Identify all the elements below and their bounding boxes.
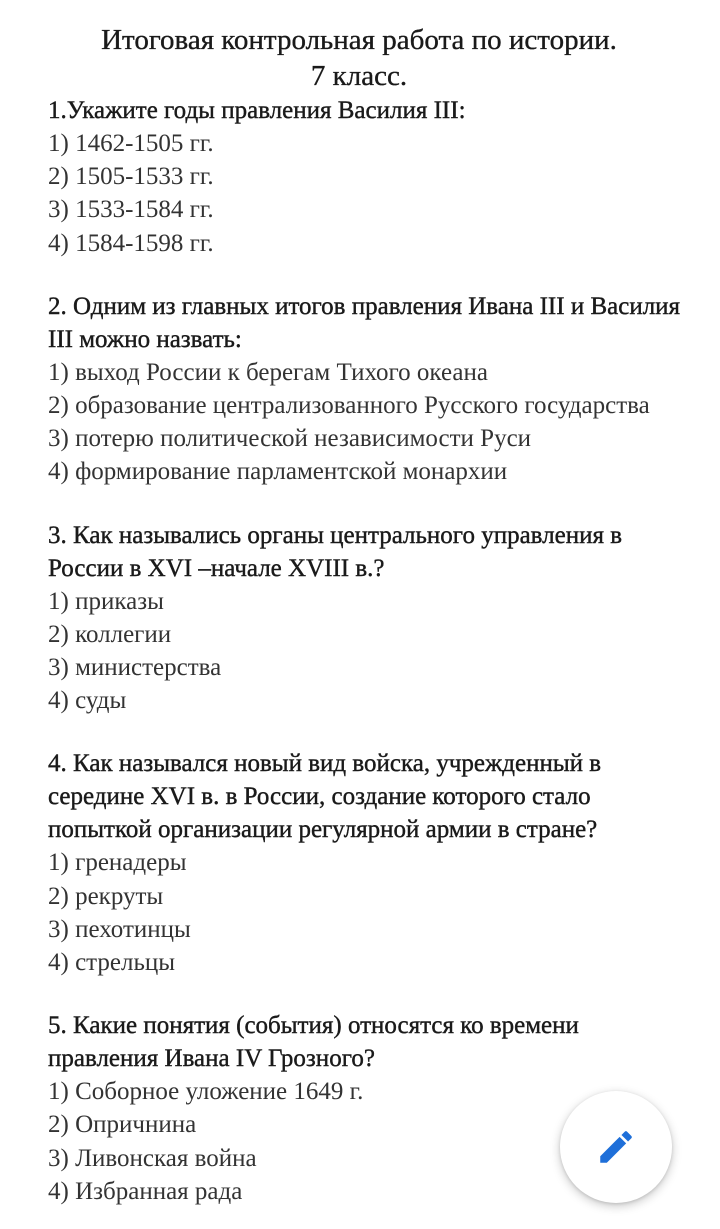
question-4	[48, 747, 688, 979]
answer-option: 3) потерю политической независимости Руси	[48, 425, 532, 453]
answer-options	[48, 356, 688, 489]
spacer	[48, 260, 688, 290]
question-text: 4. Как назывался новый вид войска, учрежденный в середине XVI в. в России, создание которого стало попыткой организации регулярной армии в стране?	[48, 750, 602, 844]
answer-option: 3) 1533-1584 гг.	[48, 196, 214, 224]
answer-option: 4) 1584-1598 гг.	[48, 229, 214, 257]
answer-option: 2) коллегии	[48, 620, 172, 648]
answer-option: 4) суды	[48, 687, 127, 715]
answer-option: 2) 1505-1533 гг.	[48, 163, 214, 191]
answer-option: 2) образование централизованного Русского государства	[48, 392, 650, 420]
question-text: 2. Одним из главных итогов правления Ивана III и Василия III можно назвать:	[48, 292, 681, 353]
question-text: 3. Как назывались органы центрального управления в России в XVI –начале XVIII в.?	[48, 521, 623, 582]
answer-option: 2) Опричнина	[48, 1111, 197, 1139]
spacer	[48, 717, 688, 747]
answer-option: 3) пехотинцы	[48, 915, 191, 943]
answer-option: 3) министерства	[48, 654, 222, 682]
title-line-1: Итоговая контрольная работа по истории.	[101, 24, 617, 56]
answer-option: 1) Соборное уложение 1649 г.	[48, 1078, 364, 1106]
question-2	[48, 290, 688, 489]
question-1	[48, 94, 688, 260]
answer-options	[48, 846, 688, 979]
document-page	[48, 22, 688, 1208]
page-title	[34, 22, 684, 94]
answer-options	[48, 585, 688, 718]
answer-option: 1) приказы	[48, 587, 164, 615]
title-line-2: 7 класс.	[310, 60, 408, 92]
answer-option: 1) гренадеры	[48, 849, 187, 877]
question-3	[48, 519, 688, 718]
question-text: 1.Укажите годы правления Василия III:	[48, 97, 466, 124]
answer-option: 4) стрельцы	[48, 949, 176, 977]
answer-option: 1) выход России к берегам Тихого океана	[48, 358, 488, 386]
answer-option: 4) формирование парламентской монархии	[48, 458, 508, 486]
spacer	[48, 489, 688, 519]
question-text: 5. Какие понятия (события) относятся ко времени правления Ивана IV Грозного?	[48, 1012, 579, 1073]
edit-button[interactable]	[560, 1091, 672, 1203]
answer-options	[48, 127, 688, 260]
pencil-icon	[595, 1126, 637, 1168]
answer-option: 1) 1462-1505 гг.	[48, 130, 214, 157]
answer-option: 3) Ливонская война	[48, 1144, 257, 1172]
answer-option: 4) Избранная рада	[48, 1177, 243, 1205]
spacer	[48, 979, 688, 1009]
answer-option: 2) рекруты	[48, 882, 164, 910]
